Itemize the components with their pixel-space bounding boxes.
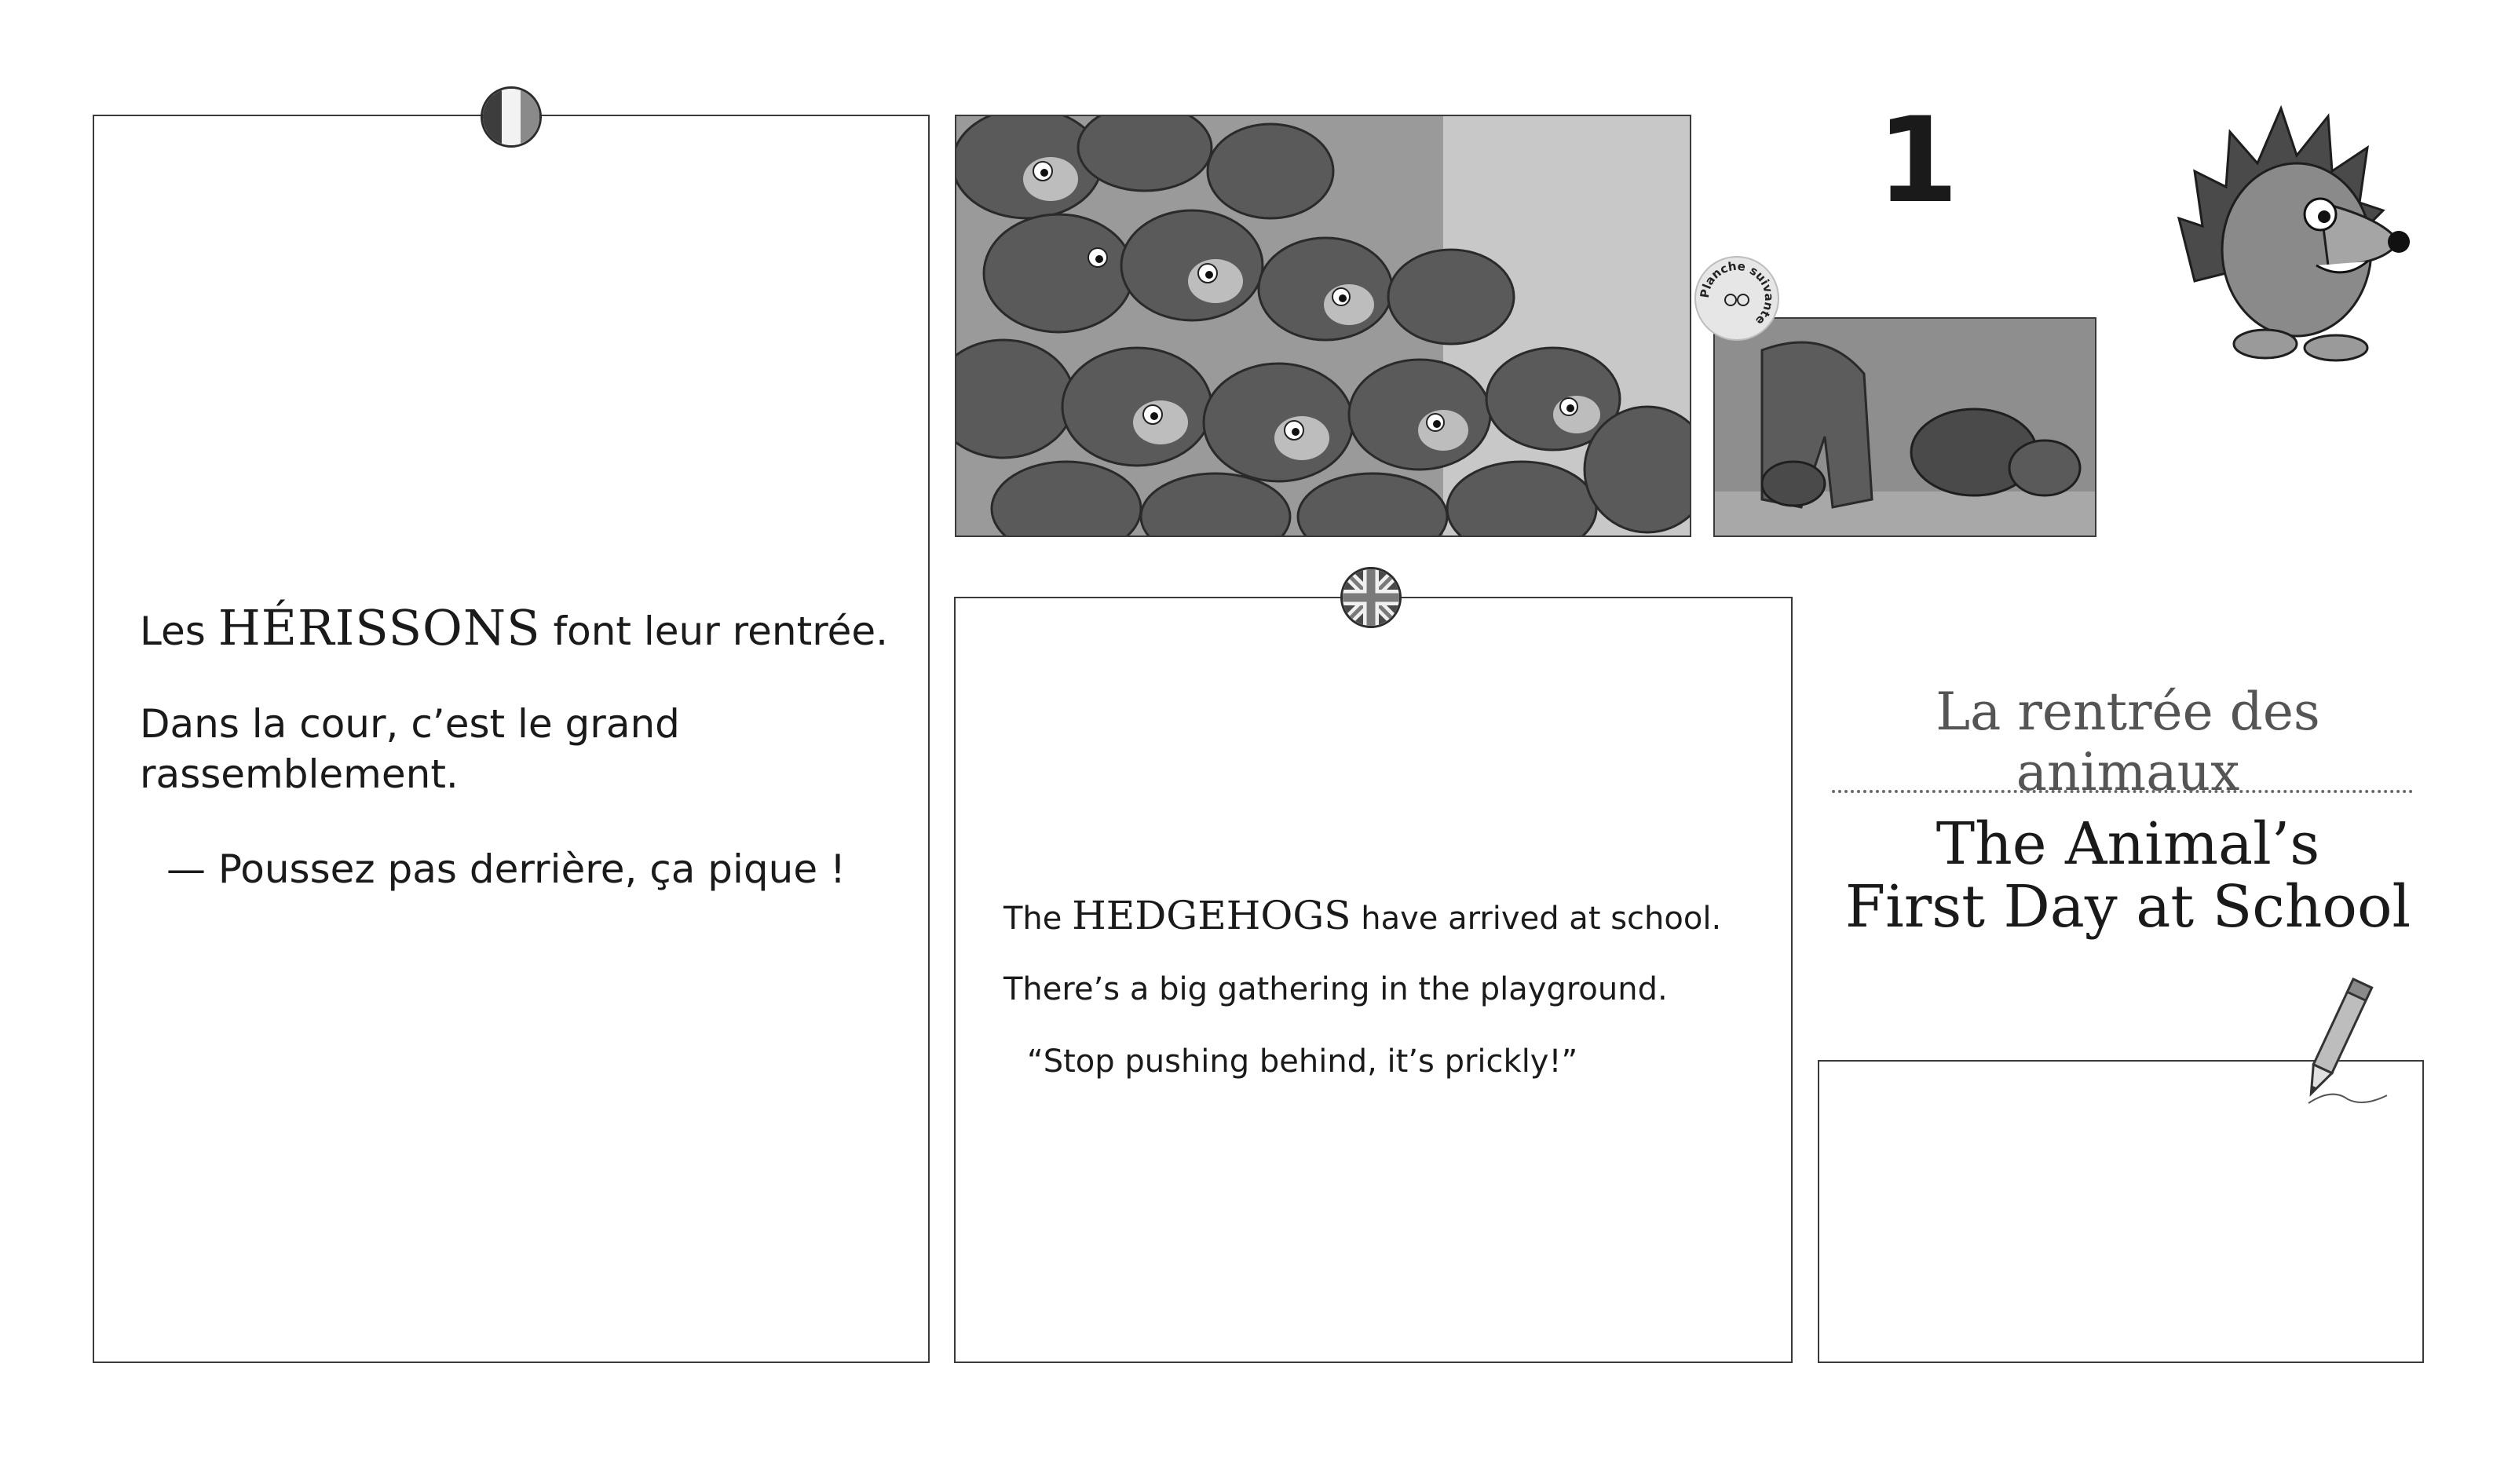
english-highlight-word: HEDGEHOGS — [1072, 893, 1351, 938]
title-divider — [1832, 790, 2413, 793]
french-line-1: Les HÉRISSONS font leur rentrée. — [140, 599, 889, 656]
elephant-hedgehog-illustration — [1713, 317, 2096, 537]
next-page-badge[interactable] — [1694, 256, 1779, 341]
french-line-2: Dans la cour, c’est le grand rassemblement. — [140, 701, 680, 797]
english-line-2: There’s a big gathering in the playground. — [1003, 971, 1668, 1007]
book-title-english-line-1: The Animal’s — [1936, 810, 2320, 878]
french-line-3: — Poussez pas derrière, ça pique ! — [166, 846, 846, 892]
book-title-english-line-2: First Day at School — [1844, 873, 2411, 941]
french-highlight-word: HÉRISSONS — [218, 599, 541, 656]
page-number: 1 — [1877, 93, 1959, 229]
hedgehog-illustration — [2163, 85, 2422, 367]
english-line-3: “Stop pushing behind, it’s prickly!” — [1027, 1044, 1578, 1080]
english-line-1: The HEDGEHOGS have arrived at school. — [1003, 893, 1722, 938]
book-title-french: La rentrée des animaux — [1936, 682, 2320, 802]
book-title-english — [1830, 810, 2426, 941]
uk-flag-icon — [1340, 567, 1402, 628]
pencil-icon — [2277, 970, 2395, 1111]
french-flag-icon — [481, 86, 542, 148]
hedgehog-crowd-illustration — [955, 115, 1691, 537]
next-page-label: Planche suivante — [1697, 258, 1777, 328]
